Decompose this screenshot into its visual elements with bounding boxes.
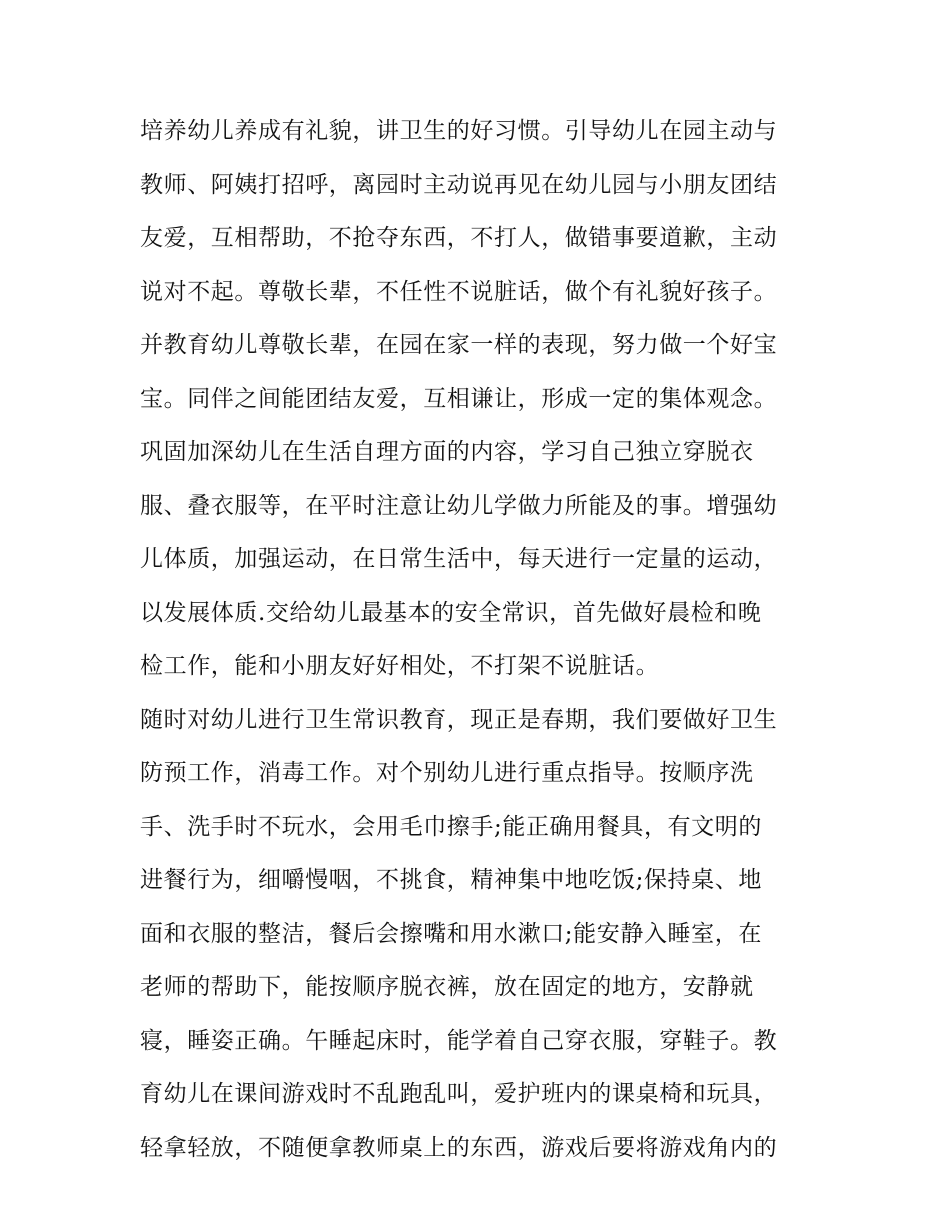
text-line: 轻拿轻放，不随便拿教师桌上的东西，游戏后要将游戏角内的 — [140, 1134, 778, 1161]
text-line: 进餐行为，细嚼慢咽，不挑食，精神集中地吃饭;保持桌、地 — [140, 867, 762, 893]
text-line: 以发展体质.交给幼儿最基本的安全常识，首先做好晨检和晚 — [140, 599, 762, 626]
text-line: 防预工作，消毒工作。对个别幼儿进行重点指导。按顺序洗 — [140, 760, 754, 786]
text-line: 宝。同伴之间能团结友爱，互相谦让，形成一定的集体观念。 — [140, 385, 778, 412]
text-line: 并教育幼儿尊敬长辈，在园在家一样的表现，努力做一个好宝 — [140, 332, 778, 358]
text-line: 面和衣服的整洁，餐后会擦嘴和用水漱口;能安静入睡室，在 — [140, 920, 762, 947]
text-line: 巩固加深幼儿在生活自理方面的内容，学习自己独立穿脱衣 — [140, 439, 754, 465]
text-line: 服、叠衣服等，在平时注意让幼儿学做力所能及的事。增强幼 — [140, 492, 778, 519]
document-body — [140, 105, 830, 1175]
paragraph-2 — [140, 694, 830, 1176]
text-line: 检工作，能和小朋友好好相处，不打架不说脏话。 — [140, 653, 660, 679]
text-line: 随时对幼儿进行卫生常识教育，现正是春期，我们要做好卫生 — [140, 706, 778, 733]
text-line: 培养幼儿养成有礼貌，讲卫生的好习惯。引导幼儿在园主动与 — [140, 118, 778, 144]
text-line: 手、洗手时不玩水，会用毛巾擦手;能正确用餐具，有文明的 — [140, 813, 762, 840]
text-line: 说对不起。尊敬长辈，不任性不说脏话，做个有礼貌好孩子。 — [140, 278, 778, 305]
text-line: 友爱，互相帮助，不抢夺东西，不打人，做错事要道歉，主动 — [140, 225, 778, 251]
text-line: 育幼儿在课间游戏时不乱跑乱叫，爱护班内的课桌椅和玩具， — [140, 1081, 778, 1107]
text-line: 寝，睡姿正确。午睡起床时，能学着自己穿衣服，穿鞋子。教 — [140, 1027, 778, 1054]
text-line: 教师、阿姨打招呼，离园时主动说再见在幼儿园与小朋友团结 — [140, 171, 778, 198]
paragraph-1 — [140, 105, 830, 694]
text-line: 老师的帮助下，能按顺序脱衣裤，放在固定的地方，安静就 — [140, 974, 754, 1000]
text-line: 儿体质，加强运动，在日常生活中，每天进行一定量的运动， — [140, 546, 778, 572]
